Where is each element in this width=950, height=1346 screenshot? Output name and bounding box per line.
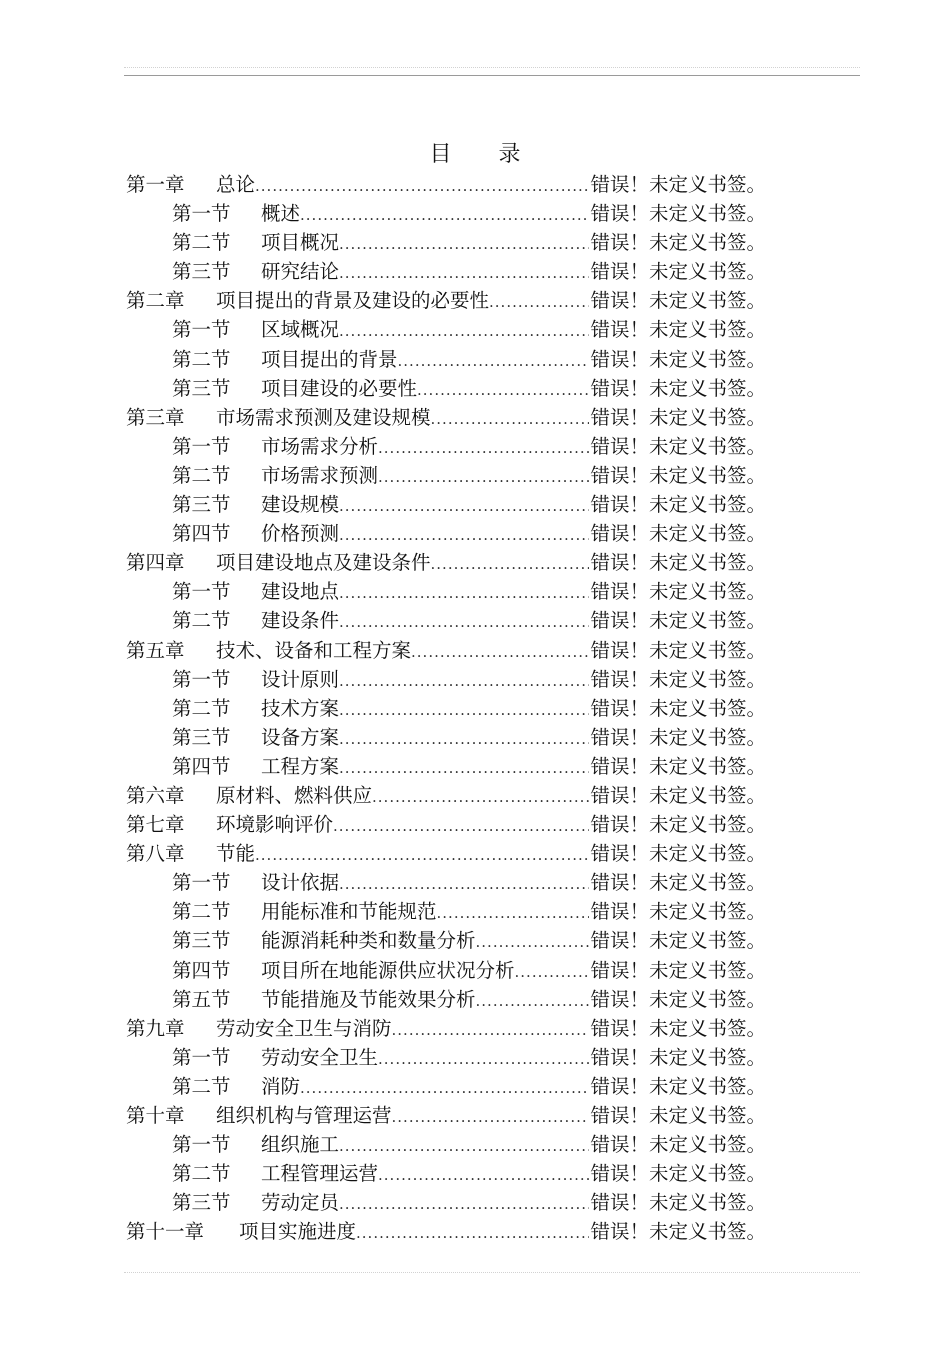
- toc-entry-title: 市场需求预测: [261, 463, 379, 487]
- toc-dot-leader: [378, 463, 589, 490]
- toc-page-ref-error: 错误！未定义书签。: [590, 958, 766, 982]
- toc-entry-number: 第三节: [172, 929, 231, 953]
- toc-dot-leader: [339, 230, 589, 257]
- toc-entry-number: 第二节: [172, 231, 231, 255]
- toc-section-entry[interactable]: [126, 1072, 766, 1101]
- toc-page-ref-error: 错误！未定义书签。: [590, 347, 766, 371]
- toc-entry-title: 劳动安全卫生: [261, 1045, 379, 1069]
- toc-entry-number: 第二节: [172, 1162, 231, 1186]
- toc-chapter-entry[interactable]: [126, 286, 766, 315]
- toc-entry-number: 第二节: [172, 609, 231, 633]
- toc-page-ref-error: 错误！未定义书签。: [590, 260, 766, 284]
- toc-entry-number: 第三节: [172, 725, 231, 749]
- header-rule: [124, 75, 860, 76]
- toc-entry-title: 组织施工: [261, 1133, 340, 1157]
- toc-entry-number: 第一节: [172, 434, 231, 458]
- toc-entry-title: 项目建设的必要性: [261, 376, 418, 400]
- toc-page-ref-error: 错误！未定义书签。: [590, 173, 766, 196]
- toc-dot-leader: [476, 928, 590, 955]
- toc-entry-title: 项目提出的背景: [261, 347, 398, 371]
- toc-entry-title: 区域概况: [261, 318, 340, 342]
- toc-page-ref-error: 错误！未定义书签。: [590, 434, 766, 458]
- toc-dot-leader: [437, 899, 590, 926]
- toc-page-ref-error: 错误！未定义书签。: [590, 638, 766, 662]
- toc-section-entry[interactable]: [126, 345, 766, 374]
- toc-section-entry[interactable]: [126, 1130, 766, 1159]
- toc-dot-leader: [339, 725, 589, 752]
- toc-page-ref-error: 错误！未定义书签。: [590, 231, 766, 255]
- toc-page-ref-error: 错误！未定义书签。: [590, 725, 766, 749]
- toc-entry-title: 劳动定员: [261, 1191, 340, 1215]
- toc-page-ref-error: 错误！未定义书签。: [590, 1220, 766, 1244]
- toc-entry-title: 技术、设备和工程方案: [216, 638, 412, 662]
- toc-entry-title: 原材料、燃料供应: [216, 783, 373, 807]
- toc-entry-number: 第二节: [172, 900, 231, 924]
- toc-entry-number: 第十章: [126, 1104, 185, 1127]
- toc-title: 目 录: [429, 142, 541, 167]
- toc-page-ref-error: 错误！未定义书签。: [590, 987, 766, 1011]
- toc-entry-title: 价格预测: [261, 522, 340, 546]
- toc-entry-title: 市场需求预测及建设规模: [216, 405, 431, 429]
- toc-dot-leader: [515, 958, 590, 985]
- toc-dot-leader: [339, 754, 589, 781]
- toc-dot-leader: [339, 608, 589, 635]
- toc-section-entry[interactable]: [126, 1188, 766, 1217]
- toc-entry-number: 第四节: [172, 522, 231, 546]
- toc-entry-title: 节能: [216, 842, 256, 866]
- toc-dot-leader: [392, 1016, 590, 1043]
- toc-section-entry[interactable]: [126, 926, 766, 955]
- toc-page-ref-error: 错误！未定义书签。: [590, 493, 766, 517]
- toc-dot-leader: [339, 259, 589, 286]
- toc-page-ref-error: 错误！未定义书签。: [590, 667, 766, 691]
- toc-section-entry[interactable]: [126, 519, 766, 548]
- toc-dot-leader: [398, 347, 590, 374]
- toc-chapter-entry[interactable]: [126, 403, 766, 432]
- toc-entry-number: 第二节: [172, 463, 231, 487]
- toc-page-ref-error: 错误！未定义书签。: [590, 1133, 766, 1157]
- toc-section-entry[interactable]: [126, 374, 766, 403]
- toc-entry-title: 研究结论: [261, 260, 340, 284]
- toc-dot-leader: [339, 579, 589, 606]
- toc-page-ref-error: 错误！未定义书签。: [590, 900, 766, 924]
- toc-page-ref-error: 错误！未定义书签。: [590, 871, 766, 895]
- toc-dot-leader: [411, 638, 589, 665]
- toc-dot-leader: [300, 201, 589, 228]
- toc-entry-title: 项目概况: [261, 231, 340, 255]
- toc-section-entry[interactable]: [126, 694, 766, 723]
- toc-entry-number: 第九章: [126, 1016, 185, 1040]
- toc-entry-number: 第五节: [172, 987, 231, 1011]
- toc-entry-title: 工程管理运营: [261, 1162, 379, 1186]
- toc-section-entry[interactable]: [126, 1043, 766, 1072]
- toc-entry-number: 第四节: [172, 958, 231, 982]
- toc-page-ref-error: 错误！未定义书签。: [590, 551, 766, 575]
- toc-entry-title: 建设条件: [261, 609, 340, 633]
- toc-section-entry[interactable]: [126, 723, 766, 752]
- toc-entry-title: 劳动安全卫生与消防: [216, 1016, 392, 1040]
- toc-entry-title: 项目提出的背景及建设的必要性: [216, 289, 490, 313]
- toc-entry-number: 第八章: [126, 842, 185, 866]
- toc-page-ref-error: 错误！未定义书签。: [590, 1074, 766, 1098]
- toc-section-entry[interactable]: [126, 752, 766, 781]
- toc-dot-leader: [431, 550, 590, 577]
- toc-dot-leader: [378, 1161, 589, 1188]
- toc-page-ref-error: 错误！未定义书签。: [590, 463, 766, 487]
- toc-section-entry[interactable]: [126, 228, 766, 257]
- toc-entry-number: 第一节: [172, 318, 231, 342]
- toc-entry-title: 概述: [261, 202, 301, 226]
- toc-dot-leader: [417, 376, 589, 403]
- toc-dot-leader: [339, 870, 589, 897]
- toc-section-entry[interactable]: [126, 897, 766, 926]
- toc-section-entry[interactable]: [126, 868, 766, 897]
- toc-entry-title: 项目建设地点及建设条件: [216, 551, 431, 575]
- toc-entry-number: 第三节: [172, 1191, 231, 1215]
- toc-entry-number: 第一节: [172, 667, 231, 691]
- toc-entry-number: 第一节: [172, 202, 231, 226]
- toc-page-ref-error: 错误！未定义书签。: [590, 813, 766, 837]
- toc-chapter-entry[interactable]: [126, 781, 766, 810]
- toc-dot-leader: [255, 841, 589, 868]
- toc-section-entry[interactable]: [126, 315, 766, 344]
- toc-entry-number: 第三章: [126, 405, 185, 429]
- toc-entry-number: 第五章: [126, 638, 185, 662]
- toc-chapter-entry[interactable]: [126, 548, 766, 577]
- toc-section-entry[interactable]: [126, 199, 766, 228]
- toc-section-entry[interactable]: [126, 432, 766, 461]
- toc-entry-title: 总论: [216, 173, 256, 196]
- toc-entry-number: 第二章: [126, 289, 185, 313]
- toc-page-ref-error: 错误！未定义书签。: [590, 405, 766, 429]
- toc-entry-number: 第一章: [126, 173, 185, 196]
- toc-chapter-entry[interactable]: [126, 1014, 766, 1043]
- toc-section-entry[interactable]: [126, 1159, 766, 1188]
- toc-dot-leader: [339, 1190, 589, 1217]
- toc-section-entry[interactable]: [126, 956, 766, 985]
- toc-page-ref-error: 错误！未定义书签。: [590, 376, 766, 400]
- toc-page-ref-error: 错误！未定义书签。: [590, 696, 766, 720]
- toc-section-entry[interactable]: [126, 577, 766, 606]
- toc-dot-leader: [392, 1103, 590, 1130]
- toc-dot-leader: [431, 405, 590, 432]
- table-of-contents: [126, 170, 766, 1246]
- toc-entry-number: 第六章: [126, 783, 185, 807]
- toc-entry-number: 第十一章: [126, 1220, 205, 1244]
- toc-page-ref-error: 错误！未定义书签。: [590, 580, 766, 604]
- toc-entry-title: 工程方案: [261, 754, 340, 778]
- toc-chapter-entry[interactable]: [126, 1217, 766, 1246]
- toc-page-ref-error: 错误！未定义书签。: [590, 1191, 766, 1215]
- toc-entry-title: 项目实施进度: [239, 1220, 357, 1244]
- toc-dot-leader: [339, 667, 589, 694]
- toc-entry-number: 第七章: [126, 813, 185, 837]
- toc-entry-title: 消防: [261, 1074, 301, 1098]
- toc-entry-title: 项目所在地能源供应状况分析: [261, 958, 515, 982]
- toc-dot-leader: [356, 1219, 589, 1246]
- toc-entry-title: 设备方案: [261, 725, 340, 749]
- toc-entry-title: 市场需求分析: [261, 434, 379, 458]
- toc-entry-title: 能源消耗种类和数量分析: [261, 929, 476, 953]
- toc-page-ref-error: 错误！未定义书签。: [590, 289, 766, 313]
- toc-entry-number: 第二节: [172, 347, 231, 371]
- toc-entry-number: 第四章: [126, 551, 185, 575]
- toc-dot-leader: [339, 1132, 589, 1159]
- toc-entry-title: 设计原则: [261, 667, 340, 691]
- toc-section-entry[interactable]: [126, 461, 766, 490]
- toc-entry-number: 第三节: [172, 260, 231, 284]
- toc-page-ref-error: 错误！未定义书签。: [590, 609, 766, 633]
- toc-page-ref-error: 错误！未定义书签。: [590, 318, 766, 342]
- toc-entry-title: 技术方案: [261, 696, 340, 720]
- toc-section-entry[interactable]: [126, 665, 766, 694]
- toc-dot-leader: [300, 1074, 589, 1101]
- toc-section-entry[interactable]: [126, 606, 766, 635]
- toc-chapter-entry[interactable]: [126, 170, 766, 199]
- footer-dotted-rule: [124, 1272, 860, 1273]
- toc-dot-leader: [378, 434, 589, 461]
- toc-page-ref-error: 错误！未定义书签。: [590, 1104, 766, 1127]
- toc-dot-leader: [339, 492, 589, 519]
- toc-page-ref-error: 错误！未定义书签。: [590, 842, 766, 866]
- toc-page-ref-error: 错误！未定义书签。: [590, 1045, 766, 1069]
- toc-entry-number: 第一节: [172, 871, 231, 895]
- toc-entry-number: 第二节: [172, 696, 231, 720]
- toc-page-ref-error: 错误！未定义书签。: [590, 929, 766, 953]
- toc-entry-title: 环境影响评价: [216, 813, 334, 837]
- toc-entry-title: 建设规模: [261, 493, 340, 517]
- toc-entry-title: 组织机构与管理运营: [216, 1104, 392, 1127]
- toc-entry-title: 用能标准和节能规范: [261, 900, 437, 924]
- toc-page-ref-error: 错误！未定义书签。: [590, 202, 766, 226]
- toc-dot-leader: [378, 1045, 589, 1072]
- toc-entry-number: 第三节: [172, 493, 231, 517]
- toc-chapter-entry[interactable]: [126, 636, 766, 665]
- toc-entry-number: 第一节: [172, 580, 231, 604]
- toc-page-ref-error: 错误！未定义书签。: [590, 1162, 766, 1186]
- toc-entry-title: 设计依据: [261, 871, 340, 895]
- toc-page-ref-error: 错误！未定义书签。: [590, 783, 766, 807]
- toc-page-ref-error: 错误！未定义书签。: [590, 522, 766, 546]
- toc-chapter-entry[interactable]: [126, 839, 766, 868]
- toc-section-entry[interactable]: [126, 490, 766, 519]
- toc-dot-leader: [339, 521, 589, 548]
- toc-page-ref-error: 错误！未定义书签。: [590, 1016, 766, 1040]
- toc-dot-leader: [333, 812, 589, 839]
- toc-section-entry[interactable]: [126, 257, 766, 286]
- toc-entry-number: 第三节: [172, 376, 231, 400]
- toc-entry-number: 第一节: [172, 1133, 231, 1157]
- toc-dot-leader: [489, 288, 589, 315]
- toc-chapter-entry[interactable]: [126, 810, 766, 839]
- toc-entry-number: 第一节: [172, 1045, 231, 1069]
- toc-entry-title: 建设地点: [261, 580, 340, 604]
- toc-dot-leader: [339, 696, 589, 723]
- toc-dot-leader: [339, 317, 589, 344]
- toc-section-entry[interactable]: [126, 985, 766, 1014]
- toc-dot-leader: [476, 987, 590, 1014]
- toc-dot-leader: [255, 172, 589, 199]
- toc-entry-number: 第四节: [172, 754, 231, 778]
- toc-entry-number: 第二节: [172, 1074, 231, 1098]
- toc-entry-title: 节能措施及节能效果分析: [261, 987, 476, 1011]
- toc-dot-leader: [372, 783, 589, 810]
- header-dotted-rule: [124, 67, 860, 68]
- toc-page-ref-error: 错误！未定义书签。: [590, 754, 766, 778]
- toc-chapter-entry[interactable]: [126, 1101, 766, 1130]
